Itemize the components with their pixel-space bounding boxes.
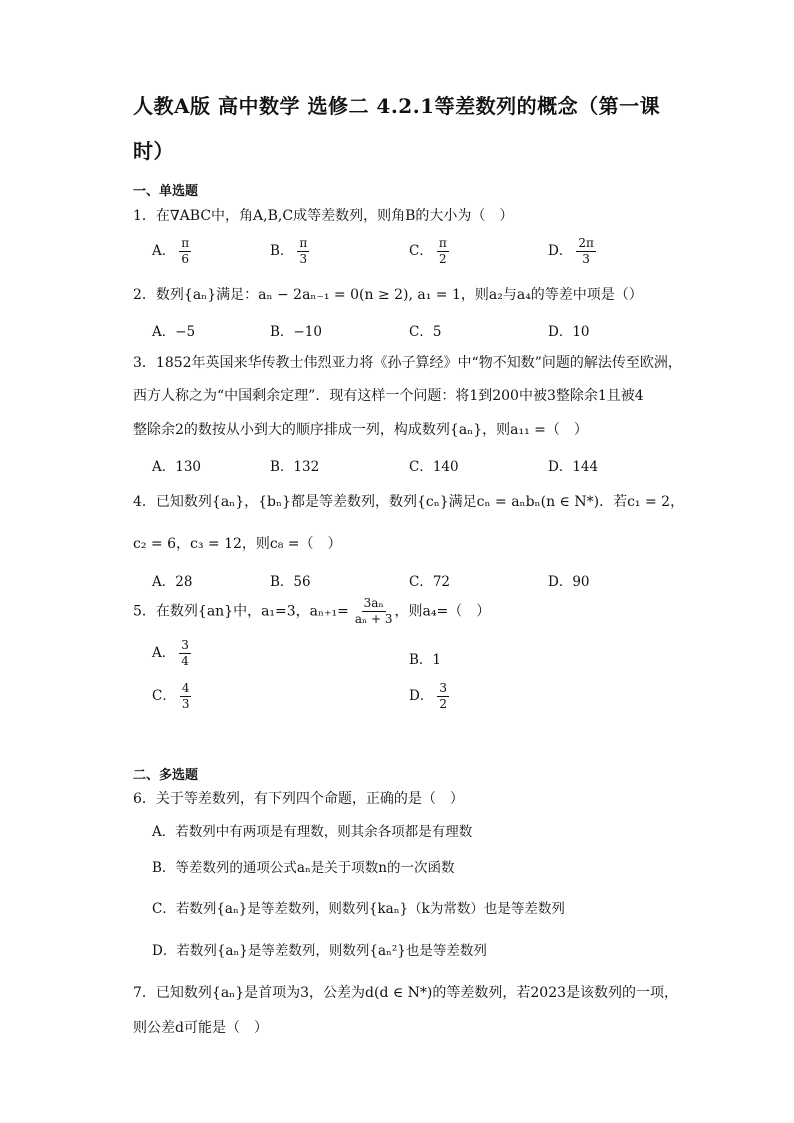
- question-5-option-b: B．1: [409, 652, 442, 668]
- question-4-line-1: 4．已知数列{aₙ}，{bₙ}都是等差数列，数列{cₙ}满足cₙ = aₙbₙ(n ∈ N*)．若c₁ = 2，: [133, 494, 685, 510]
- question-3-option-c: C．140: [409, 459, 459, 475]
- section-single-choice: 一、单选题: [133, 184, 199, 199]
- question-7-line-2: 则公差d可能是（ ）: [133, 1020, 268, 1036]
- question-6-option-c: C．若数列{aₙ}是等差数列，则数列{kaₙ}（k为常数）也是等差数列: [152, 901, 565, 917]
- question-5-stem: 5．在数列{an}中，a₁=3，aₙ₊₁= $\frac{\text{3aₙ}}{\text{aₙ + 3}}$ ，则a₄=（ ）: [133, 596, 491, 626]
- question-3-line-3: 整除余2的数按从小到大的顺序排成一列，构成数列{aₙ}，则a₁₁ =（ ）: [133, 422, 588, 438]
- question-6-option-d: D．若数列{aₙ}是等差数列，则数列{aₙ²}也是等差数列: [152, 943, 487, 959]
- question-4-option-d: D．90: [548, 574, 590, 590]
- question-1-option-d: D． $\frac{2\pi}{3}$: [548, 236, 594, 266]
- question-5-option-d: D． $\frac{3}{2}$: [409, 681, 447, 711]
- question-3-line-2: 西方人称之为“中国剩余定理”．现有这样一个问题：将1到200中被3整除余1且被4: [133, 388, 644, 404]
- question-3-option-b: B．132: [270, 459, 320, 475]
- question-4-option-b: B．56: [270, 574, 311, 590]
- question-6-stem: 6．关于等差数列，有下列四个命题，正确的是（ ）: [133, 791, 464, 807]
- question-7-line-1: 7．已知数列{aₙ}是首项为3，公差为d(d ∈ N*)的等差数列，若2023是该数列的一项，: [133, 985, 679, 1001]
- question-5-option-a: A． $\frac{3}{4}$: [152, 638, 189, 668]
- question-3-line-1: 3．1852年英国来华传教士伟烈亚力将《孙子算经》中“物不知数”问题的解法传至欧洲，: [133, 355, 682, 371]
- question-1-option-a: A． $\frac{\pi}{6}$: [152, 236, 190, 266]
- question-2-option-a: A．−5: [152, 324, 196, 340]
- question-3-option-d: D．144: [548, 459, 599, 475]
- question-2-option-b: B．−10: [270, 324, 322, 340]
- question-2-option-d: D．10: [548, 324, 590, 340]
- page-title: 人教A版 高中数学 选修二 4.2.1等差数列的概念（第一课时）: [133, 94, 661, 163]
- question-4-option-c: C．72: [409, 574, 451, 590]
- question-1-stem: 1．在∇ABC中，角A,B,C成等差数列，则角B的大小为（ ）: [133, 208, 514, 224]
- question-4-option-a: A．28: [152, 574, 193, 590]
- question-3-option-a: A．130: [152, 459, 202, 475]
- question-5-option-c: C． $\frac{4}{3}$: [152, 681, 190, 711]
- question-6-option-a: A．若数列中有两项是有理数，则其余各项都是有理数: [152, 824, 473, 840]
- question-4-line-2: c₂ = 6，c₃ = 12，则c₈ =（ ）: [133, 536, 342, 552]
- question-2-option-c: C．5: [409, 324, 442, 340]
- section-multi-choice: 二、多选题: [133, 768, 199, 783]
- question-2-stem: 2．数列{aₙ}满足：aₙ − 2aₙ₋₁ = 0(n ≥ 2), a₁ = 1，则a₂与a₄的等差中项是（）: [133, 287, 643, 303]
- question-1-option-c: C． $\frac{\pi}{2}$: [409, 236, 447, 266]
- question-6-option-b: B．等差数列的通项公式aₙ是关于项数n的一次函数: [152, 860, 455, 876]
- question-1-option-b: B． $\frac{\pi}{3}$: [270, 236, 308, 266]
